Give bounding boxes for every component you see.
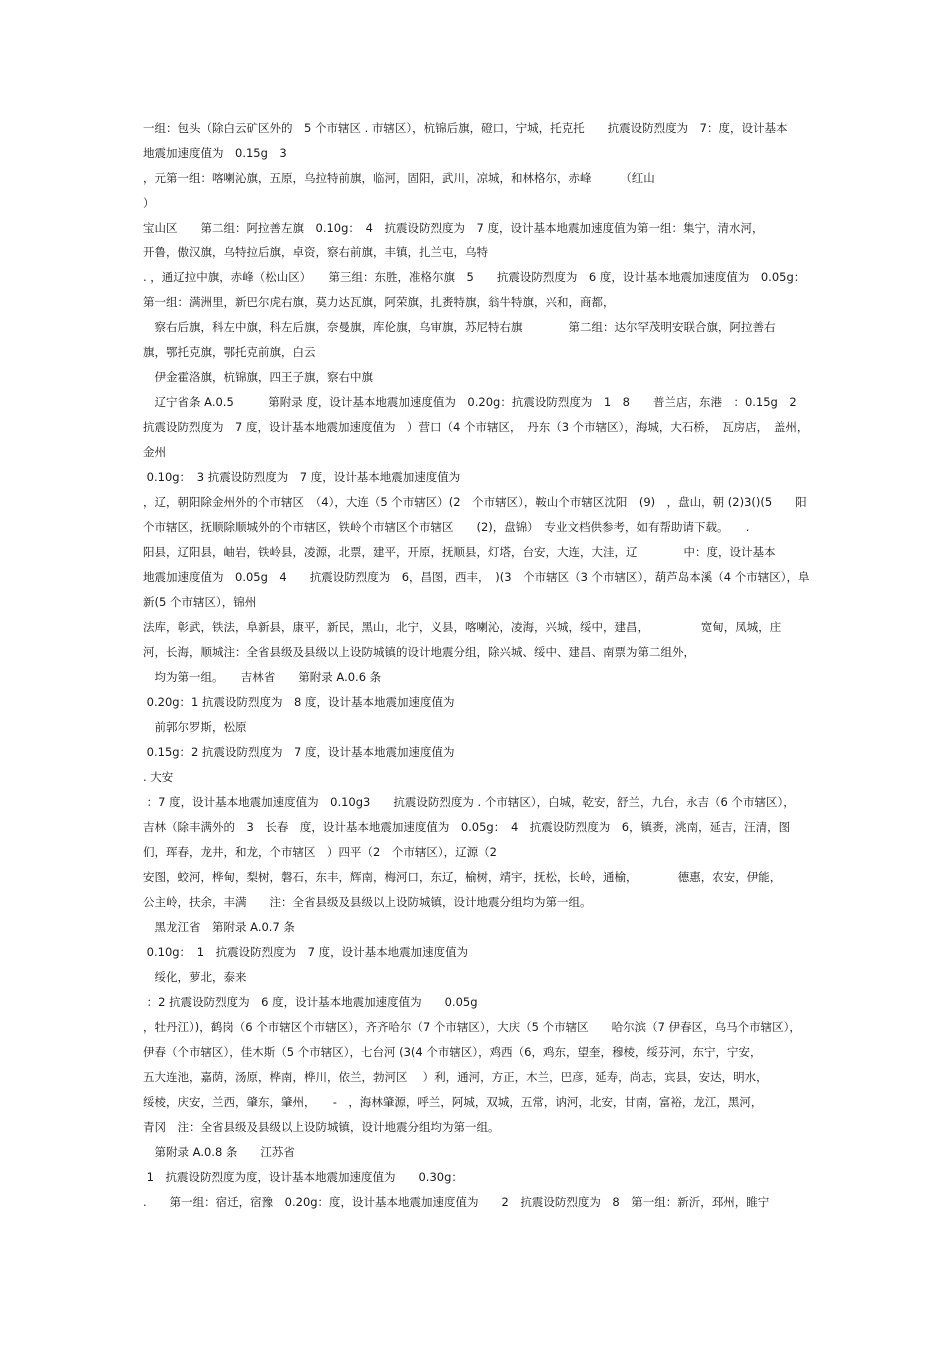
text-line: 五大连池，嘉荫，汤原，桦南，桦川，依兰，勃河区 ）利，通河，方正，木兰，巴彦，延寿，尚志，宾县，安达，明水， [143,1070,768,1084]
text-line: 青冈 注：全省县级及县级以上设防城镇，设计地震分组均为第一组。 [143,1120,500,1134]
text-line: 公主岭，扶余，丰满 注：全省县级及县级以上设防城镇，设计地震分组均为第一组。 [143,895,592,909]
text-line: 一组：包头（除白云矿区外的 5 个市辖区 . 市辖区），杭锦后旗，磴口，宁城，托克托 抗震设防烈度为 7：度，设计基本 [143,121,788,135]
text-line: 0.10g： 3 抗震设防烈度为 7 度，设计基本地震加速度值为 [143,470,461,484]
text-line: 新(5 个市辖区），锦州 [143,595,257,609]
text-line: 吉林（除丰满外的 3 长春 度，设计基本地震加速度值为 0.05g： 4 抗震设防烈度为 6，镇赉，洮南，延吉，汪清，图 [143,820,791,834]
text-line: 法库，彰武，铁法，阜新县，康平，新民，黑山，北宁，义县，喀喇沁，凌海，兴城，绥中，建昌， 宽甸，凤城，庄 [143,620,782,634]
text-line: 第一组：满洲里，新巴尔虎右旗，莫力达瓦旗，阿荣旗，扎赉特旗，翁牛特旗，兴和，商都， [143,295,615,309]
text-line: 伊春（个市辖区），佳木斯（5 个市辖区），七台河 (3(4 个市辖区），鸡西（6，鸡东，望奎，穆棱，绥芬河，东宁，宁安， [143,1045,762,1059]
text-line: . 大安 [143,770,174,784]
text-line: 0.20g：1 抗震设防烈度为 8 度，设计基本地震加速度值为 [143,695,455,709]
text-line: 旗，鄂托克旗，鄂托克前旗，白云 [143,345,316,359]
text-line: 第附录 A.0.8 条 江苏省 [143,1145,295,1159]
text-line: 宝山区 第二组：阿拉善左旗 0.10g： 4 抗震设防烈度为 7 度，设计基本地震加速度值为第一组：集宁，清水河， [143,221,764,235]
text-line: 个市辖区，抚顺除顺城外的个市辖区，铁岭个市辖区个市辖区 (2)，盘锦） 专业文档供参考，如有帮助请下载。 . [143,520,750,534]
text-line: . 第一组：宿迁，宿豫 0.20g：度，设计基本地震加速度值为 2 抗震设防烈度为 8 第一组：新沂，邳州，睢宁 [143,1195,770,1209]
text-line: 1 抗震设防烈度为度，设计基本地震加速度值为 0.30g： [143,1170,463,1184]
text-line: 地震加速度值为 0.05g 4 抗震设防烈度为 6，昌图，西丰， )(3 个市辖区（3 个市辖区），葫芦岛本溪（4 个市辖区），阜 [143,570,810,584]
text-line: 0.10g： 1 抗震设防烈度为 7 度，设计基本地震加速度值为 [143,945,469,959]
text-line: ：7 度，设计基本地震加速度值为 0.10g3 抗震设防烈度为 . 个市辖区），白城，乾安，舒兰，九台，永吉（6 个市辖区）， [143,795,795,809]
text-line: ，辽，朝阳除金州外的个市辖区 （4），大连（5 个市辖区）(2 个市辖区），鞍山个市辖区沈阳 (9) ，盘山，朝 (2)3()(5 阳 [143,495,807,509]
text-line: 安图，蛟河，桦甸，梨树，磐石，东丰，辉南，梅河口，东辽，榆树，靖宇，抚松，长岭，通榆， 德惠，农安，伊能， [143,870,782,884]
text-line: 黑龙江省 第附录 A.0.7 条 [143,920,295,934]
text-line: 0.15g：2 抗震设防烈度为 7 度，设计基本地震加速度值为 [143,745,455,759]
text-line: ，牡丹江）)，鹤岗（6 个市辖区个市辖区），齐齐哈尔（7 个市辖区），大庆（5 个市辖区 哈尔滨（7 伊春区，乌马个市辖区）， [143,1020,801,1034]
text-line: . ，通辽拉中旗，赤峰（松山区） 第三组：东胜，准格尔旗 5 抗震设防烈度为 6 度，设计基本地震加速度值为 0.05g： [143,270,806,284]
text-line: 地震加速度值为 0.15g 3 [143,146,287,160]
text-line: ） [143,196,155,210]
text-line: 辽宁省条 A.0.5 第附录 度，设计基本地震加速度值为 0.20g：抗震设防烈度为 1 8 普兰店，东港 ：0.15g 2 [143,395,797,409]
text-line: 绥化，萝北，泰来 [143,970,247,984]
text-line: 绥棱，庆安，兰西，肇东，肇州， - ，海林肇源，呼兰，阿城，双城，五常，讷河，北安，甘南，富裕，龙江，黑河， [143,1095,763,1109]
text-line: 察右后旗，科左中旗，科左后旗，奈曼旗，库伦旗，乌审旗，苏尼特右旗 第二组：达尔罕茂明安联合旗，阿拉善右 [143,320,776,334]
text-line: ，元第一组：喀喇沁旗，五原，乌拉特前旗，临河，固阳，武川，凉城，和林格尔，赤峰 （红山 [143,171,655,185]
text-line: 抗震设防烈度为 7 度，设计基本地震加速度值为 ）营口（4 个市辖区， 丹东（3 个市辖区），海城，大石桥， 瓦房店， 盖州， [143,420,809,434]
text-line: 开鲁，傲汉旗，乌特拉后旗，卓资，察右前旗，丰镇，扎兰屯，乌特 [143,245,488,259]
text-line: 伊金霍洛旗，杭锦旗，四王子旗，察右中旗 [143,370,373,384]
text-line: 河，长海，顺城注：全省县级及县级以上设防城镇的设计地震分组，除兴城、绥中、建昌、南票为第二组外， [143,645,695,659]
text-line: 前郭尔罗斯，松原 [143,720,247,734]
text-line: 阳县，辽阳县，岫岩，铁岭县，凌源，北票，建平，开原，抚顺县，灯塔，台安，大连，大洼，辽 中：度，设计基本 [143,545,776,559]
text-line: 们，珲春，龙井，和龙，个市辖区 ）四平（2 个市辖区），辽源（2 [143,845,497,859]
text-line: 金州 [143,445,166,459]
text-line: 均为第一组。 吉林省 第附录 A.0.6 条 [143,670,382,684]
text-line: ：2 抗震设防烈度为 6 度，设计基本地震加速度值为 0.05g [143,995,478,1009]
